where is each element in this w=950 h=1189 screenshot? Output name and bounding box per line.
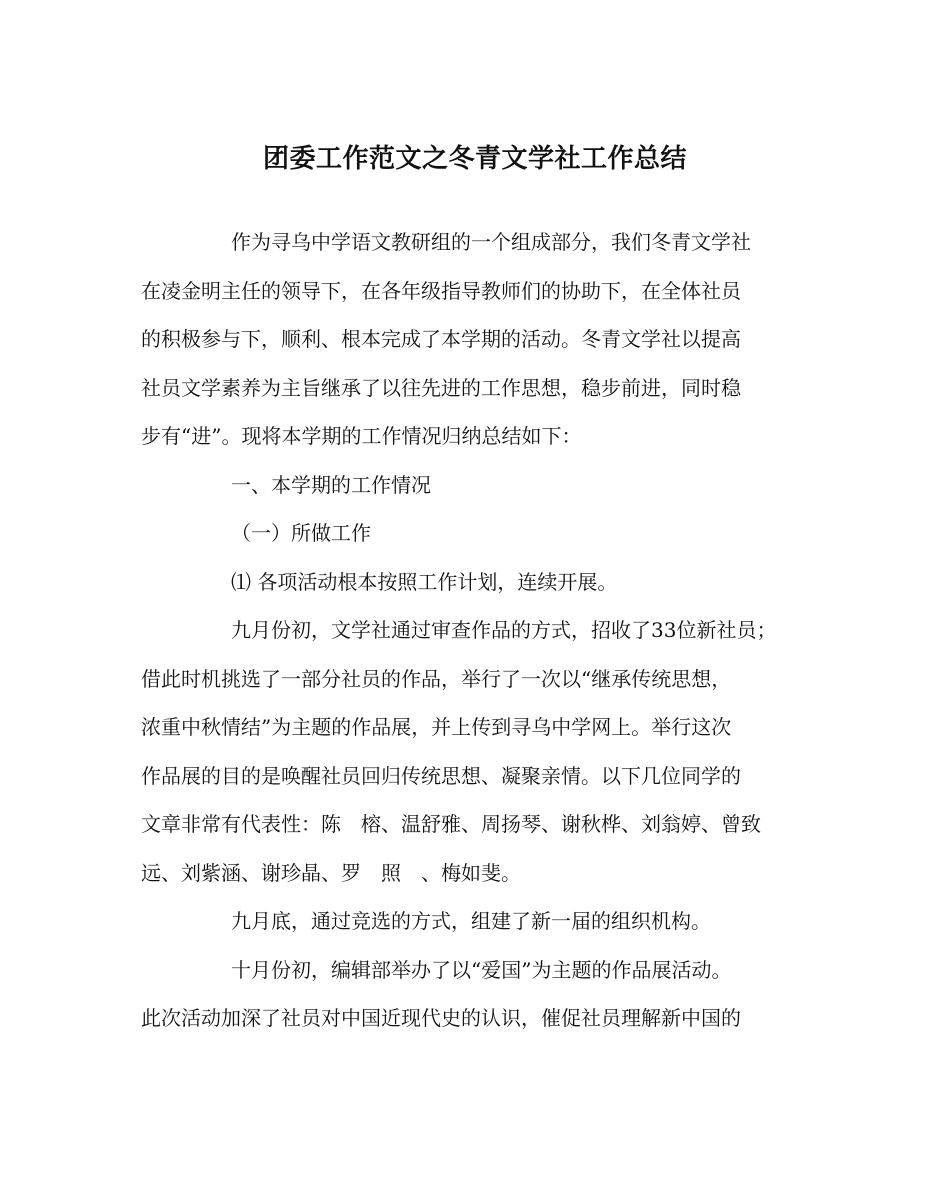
paragraph-line: 作品展的目的是唤醒社员回归传统思想、凝聚亲情。以下几位同学的 bbox=[141, 763, 741, 788]
paragraph-line: 的积极参与下，顺利、根本完成了本学期的活动。冬青文学社以提高 bbox=[141, 327, 741, 351]
paragraph-line: 作为寻乌中学语文教研组的一个组成部分，我们冬青文学社 bbox=[231, 230, 751, 254]
paragraph-line: 文章非常有代表性：陈 榕、温舒雅、周扬琴、谢秋桦、刘翁婷、曾致 bbox=[141, 812, 761, 836]
paragraph-line: 社员文学素养为主旨继承了以往先进的工作思想，稳步前进，同时稳 bbox=[141, 375, 741, 400]
numbered-item: ⑴ 各项活动根本按照工作计划，连续开展。 bbox=[231, 569, 618, 594]
subsection-heading: （一）所做工作 bbox=[231, 521, 371, 545]
paragraph-line: 此次活动加深了社员对中国近现代史的认识，催促社员理解新中国的 bbox=[141, 1006, 741, 1030]
paragraph-line: 在凌金明主任的领导下，在各年级指导教师们的协助下，在全体社员 bbox=[141, 278, 741, 303]
document-title: 团委工作范文之冬青文学社工作总结 bbox=[262, 144, 687, 174]
paragraph-line: 步有“进”。现将本学期的工作情况归纳总结如下： bbox=[141, 424, 582, 448]
paragraph-line: 浓重中秋情结”为主题的作品展，并上传到寻乌中学网上。举行这次 bbox=[141, 715, 732, 739]
paragraph-line: 借此时机挑选了一部分社员的作品，举行了一次以“继承传统思想， bbox=[141, 666, 732, 691]
paragraph-line: 远、刘紫涵、谢珍晶、罗 照 、梅如斐。 bbox=[141, 860, 521, 885]
paragraph-line: 十月份初，编辑部举办了以“爱国”为主题的作品展活动。 bbox=[231, 957, 732, 982]
section-heading: 一、本学期的工作情况 bbox=[231, 472, 431, 497]
paragraph-line: 九月份初，文学社通过审查作品的方式，招收了33位新社员； bbox=[231, 618, 777, 642]
paragraph-line: 九月底，通过竞选的方式，组建了新一届的组织机构。 bbox=[231, 909, 711, 933]
document-body bbox=[141, 218, 813, 1043]
